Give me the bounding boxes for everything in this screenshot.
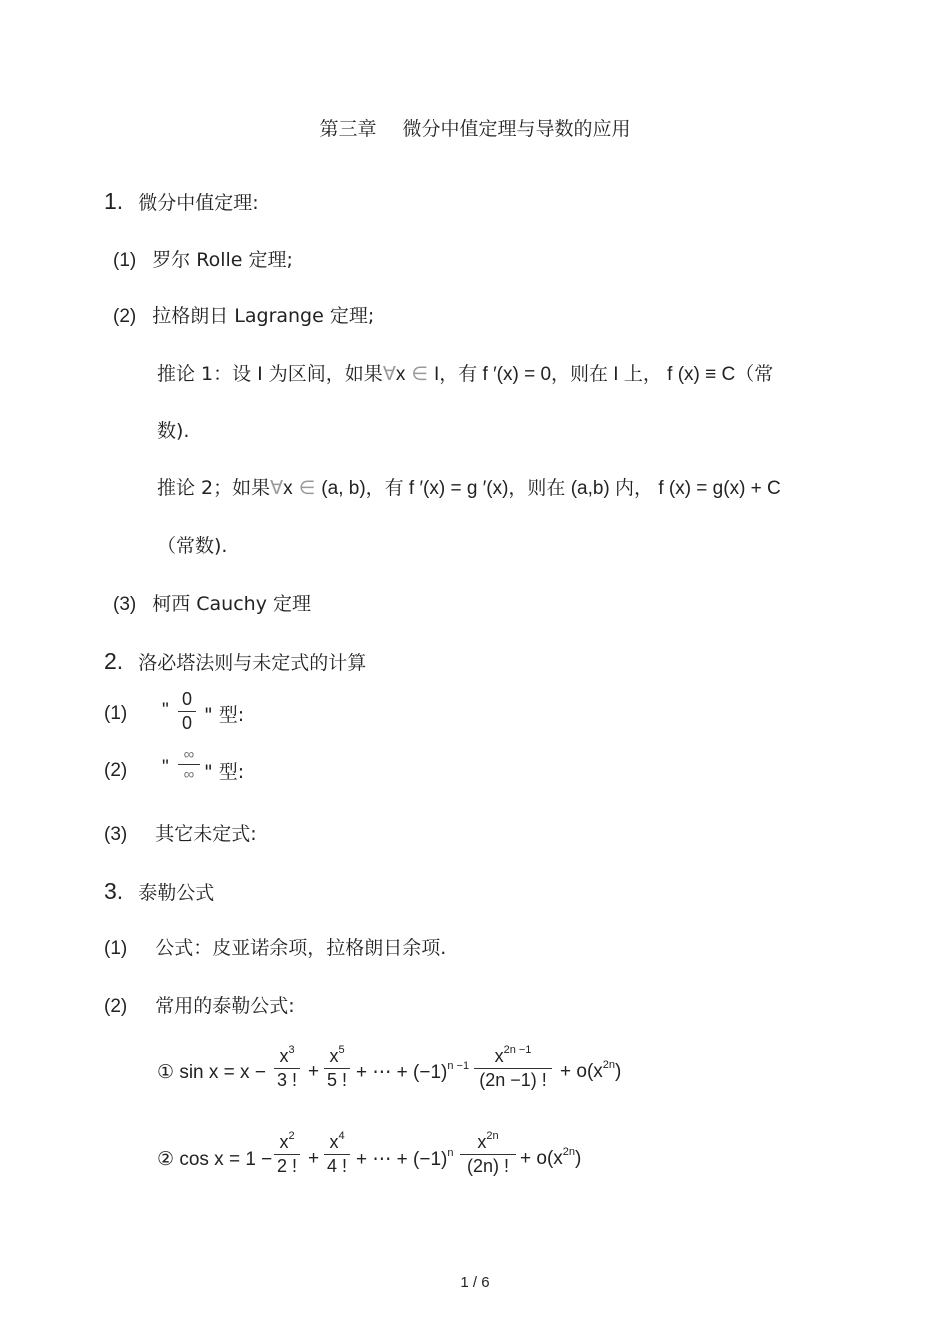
fraction-x5-over-5fact: $x^5$ 5 ! <box>324 1046 350 1091</box>
list-item: (2) <box>104 760 128 781</box>
fraction-zero-over-zero: 0 0 <box>178 689 196 734</box>
corollary-1: 推论 1：设 I 为区间，如果∀x ∈ I，有 f ′(x) = 0，则在 I 上， f (x) ≡ C（常 <box>157 363 774 385</box>
list-item: (2) 常用的泰勒公式: <box>104 995 295 1017</box>
formula-cos-lhs: ② cos x = 1 − <box>157 1149 273 1170</box>
list-item: (1) <box>104 703 128 724</box>
quote-open: " <box>162 757 169 778</box>
plus-sign: + <box>308 1061 320 1082</box>
plus-sign: + <box>308 1148 320 1169</box>
series-ellipsis: + ⋯ + $(-1)^n$ <box>356 1147 454 1170</box>
fraction-general-term: $x^{2n -1}$ (2n −1) ! <box>474 1046 552 1091</box>
page-number: 1 / 6 <box>460 1274 490 1291</box>
formula-sin-lhs: ① sin x = x − <box>157 1062 266 1083</box>
page-title <box>0 114 950 141</box>
corollary-2: 推论 2；如果∀x ∈ (a, b)，有 f ′(x) = g ′(x)，则在 (a,b) 内， f (x) = g(x) + C <box>157 477 781 499</box>
type-label: " 型: <box>204 761 245 783</box>
element-of-symbol: ∈ <box>298 477 316 499</box>
fraction-x4-over-4fact: $x^4$ 4 ! <box>324 1132 350 1177</box>
series-ellipsis: + ⋯ + $(-1)^{n -1}$ <box>356 1060 470 1083</box>
forall-symbol: ∀ <box>270 477 284 499</box>
section-1-heading: 1. 微分中值定理: <box>104 188 259 214</box>
list-item: (3) 其它未定式: <box>104 823 257 845</box>
quote-open: " <box>162 700 169 721</box>
type-label: " 型: <box>204 704 245 726</box>
element-of-symbol: ∈ <box>411 363 428 385</box>
section-3-heading: 3. 泰勒公式 <box>104 878 215 904</box>
list-item: (1) 公式：皮亚诺余项，拉格朗日余项. <box>104 937 447 959</box>
list-item: (1) 罗尔 Rolle 定理; <box>113 249 293 271</box>
fraction-x3-over-3fact: $x^3$ 3 ! <box>274 1046 300 1091</box>
forall-symbol: ∀ <box>382 363 396 385</box>
section-2-heading: 2. 洛必塔法则与未定式的计算 <box>104 648 367 674</box>
fraction-general-term: $x^{2n}$ (2n) ! <box>460 1132 516 1177</box>
corollary-1-continued: 数). <box>157 420 190 442</box>
fraction-infinity-over-infinity: ∞ ∞ <box>178 746 200 783</box>
chapter-name: 微分中值定理与导数的应用 <box>402 118 631 140</box>
list-item: (3) 柯西 Cauchy 定理 <box>113 593 311 615</box>
remainder-term: + $o(x^{2n})$ <box>520 1146 582 1169</box>
list-item: (2) 拉格朗日 Lagrange 定理; <box>113 305 375 327</box>
corollary-2-continued: （常数). <box>157 535 228 557</box>
remainder-term: + $o(x^{2n})$ <box>560 1059 622 1082</box>
chapter-number: 第三章 <box>319 118 377 140</box>
fraction-x2-over-2fact: $x^2$ 2 ! <box>274 1132 300 1177</box>
